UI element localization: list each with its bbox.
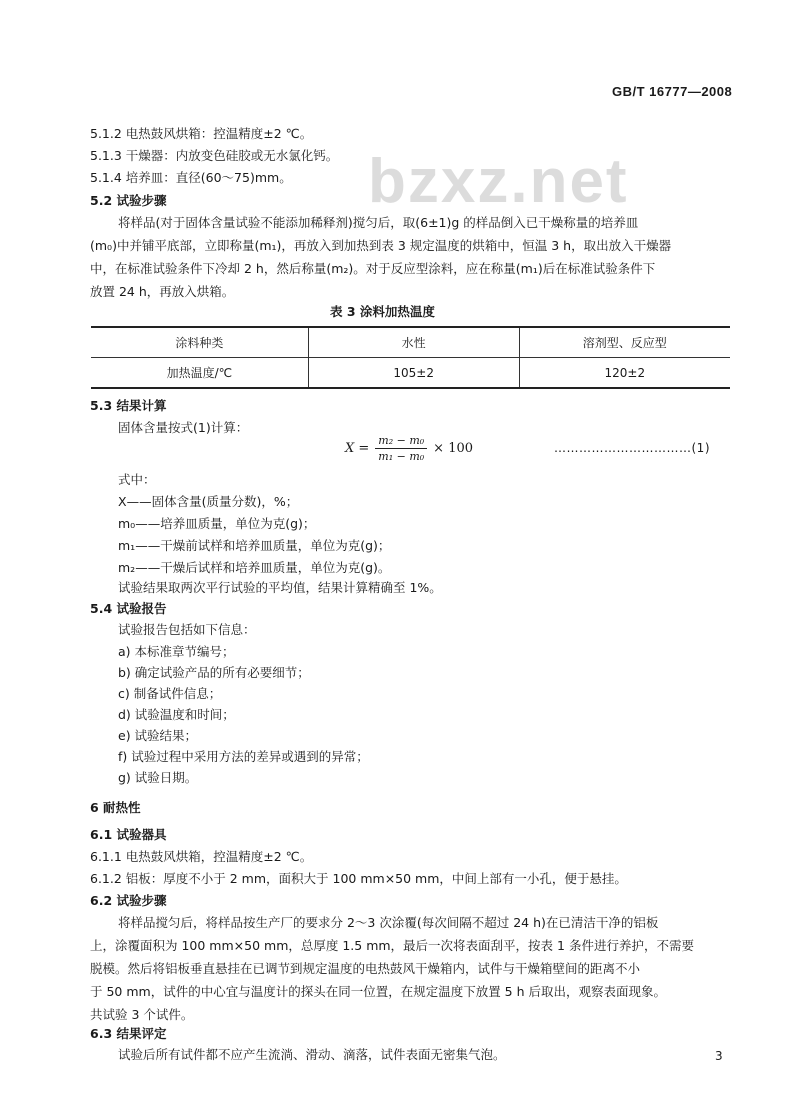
formula-tail: × 100 bbox=[433, 441, 474, 456]
para-6-2-line-3: 脱模。然后将铝板垂直悬挂在已调节到规定温度的电热鼓风干燥箱内，试件与干燥箱壁间的距离不小 bbox=[90, 961, 641, 976]
list-item: a) 本标准章节编号； bbox=[118, 644, 235, 659]
table-3-caption: 表 3 涂料加热温度 bbox=[330, 304, 435, 319]
formula-1 bbox=[345, 434, 473, 463]
heating-temperature-table bbox=[91, 326, 730, 389]
para-6-2-line-1: 将样品搅匀后，将样品按生产厂的要求分 2～3 次涂覆(每次间隔不超过 24 h)在已清洁干净的铝板 bbox=[118, 915, 659, 930]
table-row bbox=[91, 358, 730, 389]
para-6-3: 试验后所有试件都不应产生流淌、滑动、滴落，试件表面无密集气泡。 bbox=[118, 1047, 506, 1062]
table-cell: 120±2 bbox=[519, 358, 730, 389]
para-5-2-line-4: 放置 24 h，再放入烘箱。 bbox=[90, 284, 235, 299]
where-label: 式中： bbox=[118, 472, 156, 487]
para-5-2-line-2: (m₀)中并铺平底部，立即称量(m₁)，再放入到加热到表 3 规定温度的烘箱中，恒温 3 h，取出放入干燥器 bbox=[90, 238, 672, 253]
document-code: GB/T 16777—2008 bbox=[612, 84, 733, 99]
table-header-cell: 溶剂型、反应型 bbox=[519, 327, 730, 358]
site-watermark: bzxz.net bbox=[368, 147, 629, 216]
clause-6-1-1: 6.1.1 电热鼓风烘箱，控温精度±2 ℃。 bbox=[90, 849, 313, 864]
heading-5-4: 5.4 试验报告 bbox=[90, 601, 167, 616]
heading-6: 6 耐热性 bbox=[90, 800, 141, 815]
page-number: 3 bbox=[715, 1049, 723, 1063]
table-header-cell: 涂料种类 bbox=[91, 327, 308, 358]
para-6-2-line-4: 于 50 mm，试件的中心宜与温度计的探头在同一位置，在规定温度下放置 5 h 后取出，观察表面现象。 bbox=[90, 984, 667, 999]
heading-5-3: 5.3 结果计算 bbox=[90, 398, 167, 413]
list-item: g) 试验日期。 bbox=[118, 770, 198, 785]
heading-6-3: 6.3 结果评定 bbox=[90, 1026, 167, 1041]
para-6-2-line-2: 上，涂覆面积为 100 mm×50 mm，总厚度 1.5 mm，最后一次将表面刮平，按表 1 条件进行养护，不需要 bbox=[90, 938, 694, 953]
list-item: c) 制备试件信息； bbox=[118, 686, 222, 701]
formula-denominator: m₁ − m₀ bbox=[378, 450, 425, 463]
formula-lhs: X = bbox=[345, 441, 370, 456]
para-5-2-line-1: 将样品(对于固体含量试验不能添加稀释剂)搅匀后，取(6±1)g 的样品倒入已干燥称量的培养皿 bbox=[118, 215, 639, 230]
clause-6-1-2: 6.1.2 铝板：厚度不小于 2 mm，面积大于 100 mm×50 mm，中间上部有一小孔，便于悬挂。 bbox=[90, 871, 627, 886]
para-6-2-line-5: 共试验 3 个试件。 bbox=[90, 1007, 194, 1022]
heading-5-2: 5.2 试验步骤 bbox=[90, 193, 167, 208]
clause-5-1-2: 5.1.2 电热鼓风烘箱：控温精度±2 ℃。 bbox=[90, 126, 313, 141]
list-item: d) 试验温度和时间； bbox=[118, 707, 235, 722]
table-header-row bbox=[91, 327, 730, 358]
formula-fraction bbox=[375, 434, 427, 463]
clause-5-1-4: 5.1.4 培养皿：直径(60～75)mm。 bbox=[90, 170, 292, 185]
formula-intro: 固体含量按式(1)计算： bbox=[118, 420, 249, 435]
para-5-2-line-3: 中，在标准试验条件下冷却 2 h，然后称量(m₂)。对于反应型涂料，应在称量(m₁)后在标准试验条件下 bbox=[90, 261, 656, 276]
definition-m1: m₁——干燥前试样和培养皿质量，单位为克(g)； bbox=[118, 538, 391, 553]
list-item: f) 试验过程中采用方法的差异或遇到的异常； bbox=[118, 749, 369, 764]
definition-m2: m₂——干燥后试样和培养皿质量，单位为克(g)。 bbox=[118, 560, 391, 575]
heading-6-1: 6.1 试验器具 bbox=[90, 827, 167, 842]
table-header-cell: 水性 bbox=[308, 327, 519, 358]
table-cell: 加热温度/℃ bbox=[166, 366, 233, 380]
report-intro: 试验报告包括如下信息： bbox=[118, 622, 256, 637]
definition-x: X——固体含量(质量分数)，%； bbox=[118, 494, 299, 509]
formula-numerator: m₂ − m₀ bbox=[375, 434, 427, 449]
table-cell: 105±2 bbox=[308, 358, 519, 389]
heading-6-2: 6.2 试验步骤 bbox=[90, 893, 167, 908]
result-precision: 试验结果取两次平行试验的平均值，结果计算精确至 1%。 bbox=[118, 580, 442, 595]
list-item: b) 确定试验产品的所有必要细节； bbox=[118, 665, 310, 680]
equation-number: ……………………………(1) bbox=[554, 441, 710, 455]
definition-m0: m₀——培养皿质量，单位为克(g)； bbox=[118, 516, 316, 531]
clause-5-1-3: 5.1.3 干燥器：内放变色硅胶或无水氯化钙。 bbox=[90, 148, 339, 163]
list-item: e) 试验结果； bbox=[118, 728, 198, 743]
